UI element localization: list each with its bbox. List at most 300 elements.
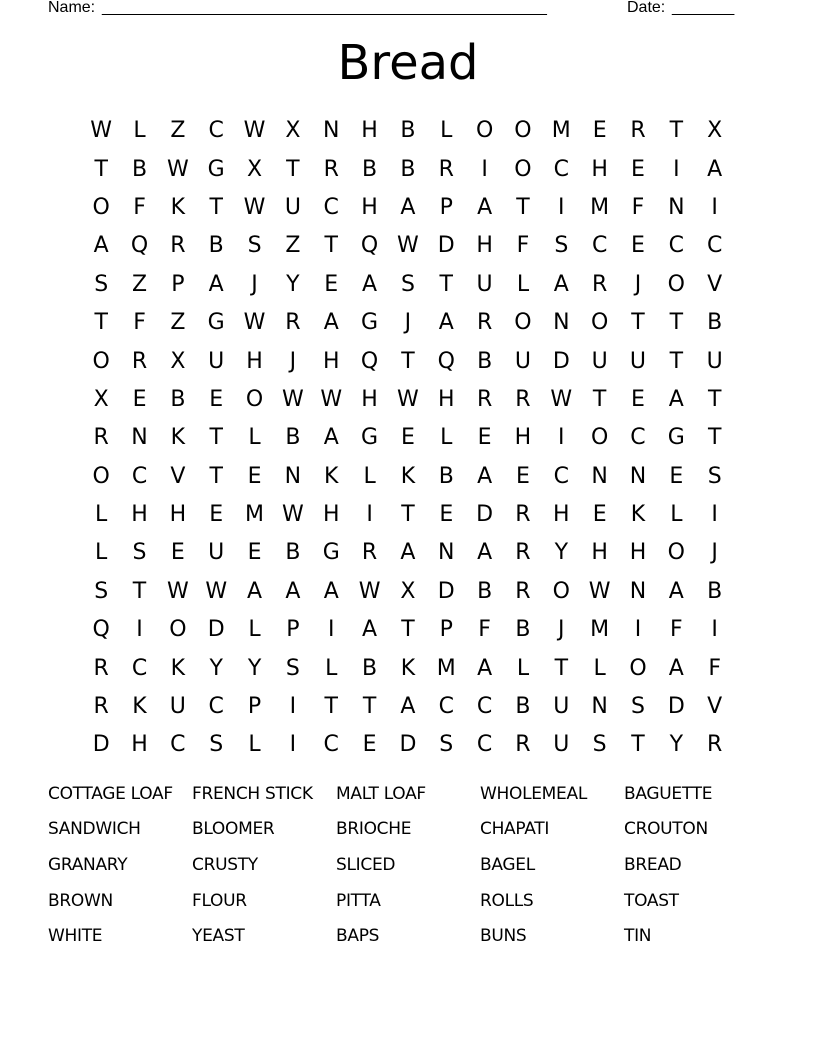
grid-letter[interactable]: L [133, 118, 146, 144]
grid-letter[interactable]: T [516, 194, 530, 220]
grid-letter[interactable]: C [323, 194, 339, 220]
grid-letter[interactable]: G [667, 425, 685, 451]
grid-letter[interactable]: C [706, 233, 723, 259]
grid-letter[interactable]: R [131, 348, 148, 374]
grid-letter[interactable]: A [668, 655, 684, 681]
grid-letter[interactable]: Y [286, 271, 300, 297]
grid-letter[interactable]: H [322, 502, 340, 528]
grid-letter[interactable]: H [437, 386, 455, 412]
grid-letter[interactable]: X [93, 386, 109, 412]
grid-letter[interactable]: H [322, 348, 340, 374]
grid-letter[interactable]: S [554, 233, 569, 259]
grid-letter[interactable]: I [481, 156, 488, 182]
grid-letter[interactable]: T [669, 348, 684, 374]
grid-letter[interactable]: W [166, 156, 189, 182]
grid-letter[interactable]: A [285, 578, 301, 604]
grid-letter[interactable]: Z [170, 118, 186, 144]
grid-letter[interactable]: L [248, 425, 261, 451]
grid-letter[interactable]: R [515, 502, 531, 528]
grid-letter[interactable]: S [285, 655, 300, 681]
grid-letter[interactable]: W [550, 386, 573, 412]
grid-letter[interactable]: O [629, 655, 647, 681]
grid-letter[interactable]: E [247, 463, 262, 489]
grid-letter[interactable]: C [170, 732, 186, 758]
grid-letter[interactable]: R [285, 310, 301, 336]
grid-letter[interactable]: V [707, 271, 723, 297]
grid-letter[interactable]: H [169, 502, 187, 528]
grid-letter[interactable]: B [515, 694, 531, 720]
grid-letter[interactable]: D [92, 732, 110, 758]
grid-letter[interactable]: A [477, 540, 493, 566]
word-list-item: WHITE [48, 926, 103, 947]
grid-letter[interactable]: A [247, 578, 263, 604]
grid-letter[interactable]: B [515, 617, 531, 643]
grid-letter[interactable]: W [243, 194, 266, 220]
grid-letter[interactable]: U [629, 348, 647, 374]
grid-letter[interactable]: I [289, 732, 297, 758]
grid-letter[interactable]: C [476, 732, 493, 758]
grid-letter[interactable]: O [245, 386, 264, 412]
grid-letter[interactable]: K [170, 655, 186, 681]
grid-letter[interactable]: W [282, 502, 304, 528]
grid-letter[interactable]: J [251, 271, 258, 297]
grid-letter[interactable]: B [400, 156, 416, 182]
grid-letter[interactable]: A [707, 156, 723, 182]
grid-letter[interactable]: O [514, 310, 532, 336]
grid-letter[interactable]: E [324, 271, 339, 297]
grid-letter[interactable]: A [668, 386, 684, 412]
grid-letter[interactable]: U [284, 194, 301, 220]
grid-letter[interactable]: D [437, 233, 455, 259]
grid-letter[interactable]: H [629, 540, 647, 566]
grid-letter[interactable]: E [209, 386, 224, 412]
grid-row [82, 112, 734, 150]
grid-letter[interactable]: U [553, 732, 570, 758]
grid-letter[interactable]: R [476, 310, 493, 336]
grid-letter[interactable]: N [629, 578, 647, 604]
grid-letter[interactable]: H [131, 502, 148, 528]
grid-letter[interactable]: W [205, 578, 228, 604]
grid-letter[interactable]: F [133, 194, 146, 220]
grid-letter[interactable]: R [361, 540, 378, 566]
grid-letter[interactable]: S [94, 578, 109, 604]
grid-letter[interactable]: R [476, 386, 493, 412]
grid-letter[interactable]: I [711, 502, 718, 528]
grid-letter[interactable]: F [708, 655, 721, 681]
grid-letter[interactable]: H [591, 156, 608, 182]
grid-letter[interactable]: O [169, 617, 187, 643]
grid-letter[interactable]: W [243, 118, 266, 144]
grid-letter[interactable]: Z [131, 271, 148, 297]
grid-letter[interactable]: E [209, 502, 224, 528]
grid-letter[interactable]: C [131, 655, 148, 681]
grid-letter[interactable]: R [93, 694, 109, 720]
grid-letter[interactable]: B [285, 425, 301, 451]
grid-letter[interactable]: O [590, 310, 609, 336]
grid-letter[interactable]: T [132, 578, 147, 604]
grid-letter[interactable]: C [668, 233, 685, 259]
grid-letter[interactable]: Q [130, 233, 149, 259]
grid-letter[interactable]: P [286, 617, 300, 643]
grid-letter[interactable]: W [397, 386, 419, 412]
word-list-item: GRANARY [48, 854, 128, 875]
grid-letter[interactable]: S [132, 540, 147, 566]
grid-letter[interactable]: B [400, 118, 416, 144]
grid-letter[interactable]: U [514, 348, 531, 374]
grid-letter[interactable]: H [246, 348, 263, 374]
grid-letter[interactable]: D [399, 732, 417, 758]
name-field-line[interactable]: __________________________________________________ [102, 0, 547, 16]
grid-letter[interactable]: L [325, 655, 338, 681]
grid-letter[interactable]: T [631, 310, 645, 336]
grid-letter[interactable]: F [516, 233, 530, 259]
grid-letter[interactable]: E [247, 540, 262, 566]
grid-letter[interactable]: E [132, 386, 147, 412]
grid-letter[interactable]: Q [92, 617, 110, 643]
grid-letter[interactable]: R [93, 655, 109, 681]
grid-letter[interactable]: I [634, 617, 642, 643]
grid-letter[interactable]: L [593, 655, 606, 681]
grid-letter[interactable]: U [208, 540, 225, 566]
grid-letter[interactable]: W [282, 386, 304, 412]
grid-letter[interactable]: I [136, 617, 143, 643]
grid-letter[interactable]: B [170, 386, 186, 412]
grid-letter[interactable]: X [170, 348, 186, 374]
grid-letter[interactable]: I [711, 617, 718, 643]
grid-letter[interactable]: U [591, 348, 608, 374]
grid-letter[interactable]: T [707, 425, 722, 451]
grid-letter[interactable]: P [439, 194, 453, 220]
grid-letter[interactable]: N [438, 540, 455, 566]
grid-letter[interactable]: E [400, 425, 415, 451]
grid-letter[interactable]: B [707, 310, 723, 336]
grid-letter[interactable]: A [477, 194, 493, 220]
grid-letter[interactable]: A [400, 694, 416, 720]
grid-letter[interactable]: A [93, 233, 109, 259]
grid-letter[interactable]: R [515, 386, 531, 412]
grid-letter[interactable]: A [323, 578, 339, 604]
grid-letter[interactable]: M [590, 617, 610, 643]
grid-letter[interactable]: F [631, 194, 645, 220]
grid-letter[interactable]: P [171, 271, 185, 297]
grid-letter[interactable]: C [438, 694, 454, 720]
grid-letter[interactable]: H [514, 425, 532, 451]
grid-letter[interactable]: C [131, 463, 148, 489]
grid-letter[interactable]: I [289, 694, 297, 720]
grid-letter[interactable]: O [475, 118, 494, 144]
grid-letter[interactable]: S [707, 463, 722, 489]
grid-letter[interactable]: T [362, 694, 377, 720]
grid-letter[interactable]: N [284, 463, 302, 489]
grid-letter[interactable]: U [476, 271, 493, 297]
grid-letter[interactable]: U [706, 348, 723, 374]
grid-letter[interactable]: B [477, 348, 493, 374]
grid-letter[interactable]: P [247, 694, 262, 720]
word-list-item: PITTA [336, 890, 381, 911]
grid-letter[interactable]: B [438, 463, 454, 489]
grid-letter[interactable]: B [707, 578, 723, 604]
grid-letter[interactable]: Y [554, 540, 569, 566]
grid-letter[interactable]: S [400, 271, 415, 297]
grid-letter[interactable]: A [668, 578, 684, 604]
grid-letter[interactable]: M [590, 194, 610, 220]
grid-letter[interactable]: S [94, 271, 109, 297]
grid-letter[interactable]: R [515, 540, 531, 566]
grid-letter[interactable]: L [248, 617, 261, 643]
grid-letter[interactable]: T [554, 655, 569, 681]
grid-letter[interactable]: E [669, 463, 684, 489]
grid-letter[interactable]: S [592, 732, 607, 758]
grid-letter[interactable]: A [323, 425, 339, 451]
grid-letter[interactable]: A [323, 310, 339, 336]
grid-letter[interactable]: T [439, 271, 453, 297]
grid-letter[interactable]: F [133, 310, 146, 336]
grid-letter[interactable]: K [324, 463, 339, 489]
grid-letter[interactable]: U [169, 694, 186, 720]
grid-letter[interactable]: L [363, 463, 376, 489]
grid-letter[interactable]: L [670, 502, 683, 528]
grid-letter[interactable]: L [516, 271, 530, 297]
grid-letter[interactable]: M [245, 502, 265, 528]
grid-letter[interactable]: C [630, 425, 646, 451]
date-field-line[interactable]: _______ [672, 0, 735, 16]
grid-letter[interactable]: A [208, 271, 224, 297]
grid-letter[interactable]: T [209, 194, 223, 220]
grid-letter[interactable]: L [516, 655, 530, 681]
grid-letter[interactable]: O [590, 425, 609, 451]
grid-letter[interactable]: N [668, 194, 685, 220]
grid-letter[interactable]: H [553, 502, 570, 528]
grid-letter[interactable]: R [707, 732, 723, 758]
grid-letter[interactable]: O [92, 463, 110, 489]
grid-letter[interactable]: T [94, 156, 108, 182]
grid-letter[interactable]: E [631, 233, 645, 259]
grid-letter[interactable]: W [588, 578, 611, 604]
grid-letter[interactable]: D [437, 578, 455, 604]
grid-letter[interactable]: A [438, 310, 454, 336]
grid-letter[interactable]: C [553, 156, 569, 182]
grid-letter[interactable]: W [397, 233, 419, 259]
grid-letter[interactable]: W [358, 578, 381, 604]
grid-letter[interactable]: R [630, 118, 646, 144]
grid-letter[interactable]: E [592, 118, 607, 144]
grid-letter[interactable]: G [361, 425, 379, 451]
grid-letter[interactable]: A [400, 540, 416, 566]
grid-letter[interactable]: X [707, 118, 723, 144]
grid-letter[interactable]: O [514, 118, 532, 144]
grid-letter[interactable]: O [92, 194, 110, 220]
grid-letter[interactable]: H [131, 732, 148, 758]
grid-letter[interactable]: Q [360, 348, 379, 374]
grid-letter[interactable]: I [673, 156, 680, 182]
grid-letter[interactable]: A [477, 463, 493, 489]
grid-letter[interactable]: X [400, 578, 416, 604]
grid-letter[interactable]: E [362, 732, 377, 758]
grid-letter[interactable]: H [591, 540, 608, 566]
grid-letter[interactable]: B [362, 655, 378, 681]
grid-letter[interactable]: R [438, 156, 454, 182]
grid-letter[interactable]: J [289, 348, 297, 374]
grid-letter[interactable]: R [170, 233, 186, 259]
grid-letter[interactable]: R [323, 156, 339, 182]
grid-letter[interactable]: R [515, 578, 531, 604]
grid-letter[interactable]: N [323, 118, 340, 144]
grid-letter[interactable]: J [634, 271, 642, 297]
grid-letter[interactable]: N [591, 694, 608, 720]
grid-letter[interactable]: T [669, 310, 684, 336]
word-list [48, 776, 768, 954]
grid-letter[interactable]: H [361, 194, 378, 220]
grid-letter[interactable]: C [476, 694, 493, 720]
grid-letter[interactable]: A [477, 655, 493, 681]
grid-letter[interactable]: O [514, 156, 532, 182]
grid-letter[interactable]: K [400, 463, 416, 489]
grid-letter[interactable]: S [247, 233, 262, 259]
grid-letter[interactable]: L [95, 502, 108, 528]
grid-letter[interactable]: C [323, 732, 339, 758]
grid-letter[interactable]: T [94, 310, 108, 336]
grid-letter[interactable]: B [362, 156, 378, 182]
grid-letter[interactable]: R [93, 425, 109, 451]
grid-letter[interactable]: U [208, 348, 225, 374]
grid-letter[interactable]: B [131, 156, 148, 182]
grid-letter[interactable]: N [629, 463, 647, 489]
grid-letter[interactable]: E [592, 502, 607, 528]
grid-letter[interactable]: T [401, 502, 415, 528]
grid-letter[interactable]: S [439, 732, 454, 758]
grid-letter[interactable]: S [631, 694, 645, 720]
grid-letter[interactable]: R [591, 271, 608, 297]
grid-letter[interactable]: C [208, 694, 224, 720]
grid-letter[interactable]: T [324, 233, 338, 259]
word-list-item: BAGEL [480, 854, 535, 875]
grid-letter[interactable]: K [132, 694, 147, 720]
grid-letter[interactable]: I [558, 425, 565, 451]
grid-letter[interactable]: I [711, 194, 718, 220]
grid-letter[interactable]: M [436, 655, 456, 681]
grid-letter[interactable]: G [207, 156, 225, 182]
grid-letter[interactable]: E [631, 156, 645, 182]
grid-letter[interactable]: E [516, 463, 530, 489]
grid-letter[interactable]: H [361, 386, 378, 412]
grid-letter[interactable]: O [667, 271, 685, 297]
grid-letter[interactable]: B [285, 540, 301, 566]
grid-letter[interactable]: H [361, 118, 378, 144]
grid-letter[interactable]: E [439, 502, 454, 528]
grid-letter[interactable]: A [362, 617, 378, 643]
grid-letter[interactable]: E [631, 386, 645, 412]
grid-letter[interactable]: Z [285, 233, 301, 259]
grid-row [82, 189, 734, 227]
grid-letter[interactable]: W [166, 578, 189, 604]
grid-letter[interactable]: R [515, 732, 531, 758]
grid-letter[interactable]: D [667, 694, 685, 720]
grid-letter[interactable]: J [711, 540, 718, 566]
grid-letter[interactable]: H [476, 233, 493, 259]
grid-letter[interactable]: A [400, 194, 416, 220]
grid-letter[interactable]: T [592, 386, 607, 412]
grid-letter[interactable]: T [401, 348, 415, 374]
grid-letter[interactable]: P [439, 617, 453, 643]
grid-letter[interactable]: G [322, 540, 340, 566]
grid-letter[interactable]: A [553, 271, 569, 297]
grid-letter[interactable]: V [170, 463, 186, 489]
grid-letter[interactable]: T [209, 463, 223, 489]
grid-letter[interactable]: D [552, 348, 570, 374]
grid-letter[interactable]: T [669, 118, 684, 144]
grid-letter[interactable]: Q [437, 348, 455, 374]
grid-letter[interactable]: K [170, 194, 186, 220]
grid-letter[interactable]: Q [360, 233, 379, 259]
grid-letter[interactable]: Y [247, 655, 262, 681]
grid-letter[interactable]: G [207, 310, 225, 336]
grid-letter[interactable]: J [404, 310, 412, 336]
grid-letter[interactable]: N [131, 425, 148, 451]
grid-letter[interactable]: T [707, 386, 722, 412]
grid-letter[interactable]: L [440, 425, 453, 451]
grid-letter[interactable]: T [631, 732, 645, 758]
grid-letter[interactable]: D [476, 502, 494, 528]
grid-letter[interactable]: L [440, 118, 453, 144]
grid-letter[interactable]: G [361, 310, 379, 336]
word-list-item: MALT LOAF [336, 783, 426, 804]
grid-letter[interactable]: E [477, 425, 492, 451]
grid-letter[interactable]: K [170, 425, 186, 451]
grid-letter[interactable]: C [208, 118, 224, 144]
grid-letter[interactable]: I [327, 617, 335, 643]
grid-letter[interactable]: C [553, 463, 569, 489]
grid-letter[interactable]: I [558, 194, 565, 220]
grid-letter[interactable]: Y [669, 732, 684, 758]
grid-letter[interactable]: T [401, 617, 415, 643]
grid-letter[interactable]: M [551, 118, 571, 144]
grid-letter[interactable]: O [667, 540, 685, 566]
grid-letter[interactable]: L [95, 540, 108, 566]
grid-letter[interactable]: D [207, 617, 225, 643]
grid-letter[interactable]: W [320, 386, 343, 412]
grid-letter[interactable]: W [243, 310, 266, 336]
grid-letter[interactable]: O [552, 578, 570, 604]
grid-letter[interactable]: U [553, 694, 570, 720]
grid-letter[interactable]: Y [209, 655, 223, 681]
grid-letter[interactable]: E [170, 540, 185, 566]
grid-letter[interactable]: N [553, 310, 570, 336]
grid-letter[interactable]: L [248, 732, 261, 758]
grid-letter[interactable]: V [707, 694, 723, 720]
grid-letter[interactable]: A [362, 271, 378, 297]
grid-letter[interactable]: K [400, 655, 416, 681]
grid-letter[interactable]: F [478, 617, 491, 643]
grid-letter[interactable]: J [558, 617, 565, 643]
grid-letter[interactable]: O [92, 348, 110, 374]
grid-letter[interactable]: W [90, 118, 113, 144]
grid-letter[interactable]: T [324, 694, 338, 720]
grid-letter[interactable]: B [208, 233, 224, 259]
grid-letter[interactable]: Z [170, 310, 186, 336]
grid-letter[interactable]: X [247, 156, 263, 182]
grid-letter[interactable]: T [286, 156, 300, 182]
grid-letter[interactable]: B [477, 578, 493, 604]
grid-letter[interactable]: X [285, 118, 301, 144]
grid-letter[interactable]: I [366, 502, 373, 528]
grid-letter[interactable]: N [591, 463, 608, 489]
grid-letter[interactable]: F [670, 617, 683, 643]
grid-letter[interactable]: C [591, 233, 608, 259]
grid-letter[interactable]: T [209, 425, 223, 451]
grid-letter[interactable]: K [630, 502, 646, 528]
grid-letter[interactable]: S [209, 732, 224, 758]
word-list-item: FRENCH STICK [192, 783, 313, 804]
